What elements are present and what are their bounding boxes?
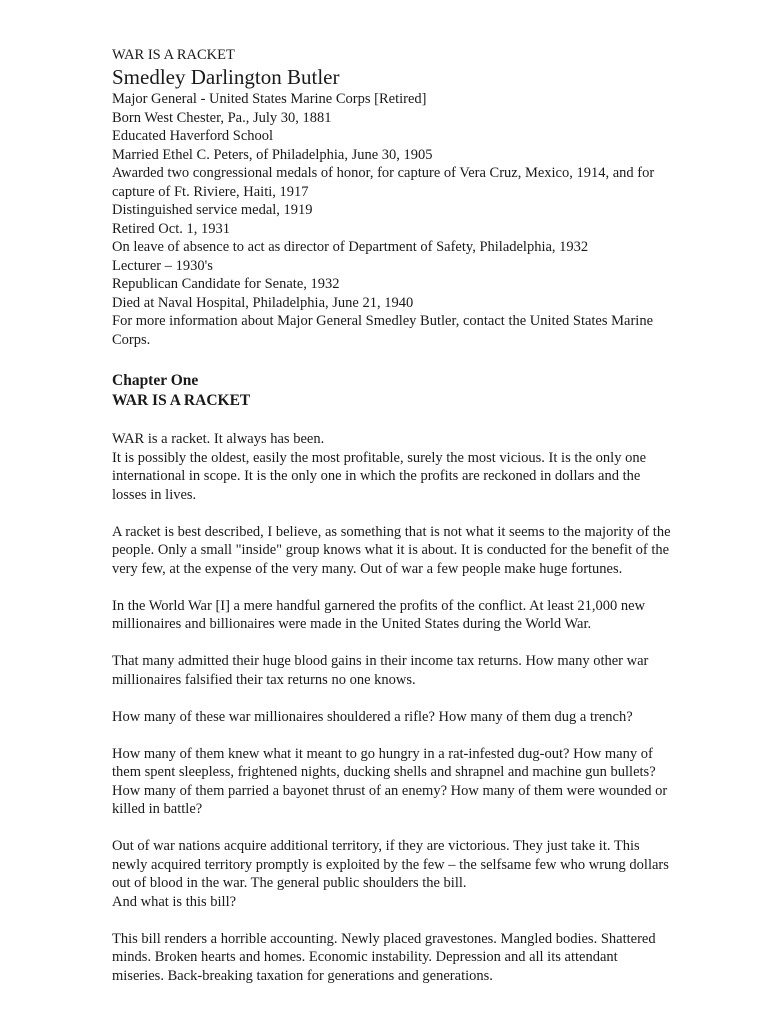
bio-line: Educated Haverford School: [112, 128, 274, 144]
paragraph: [112, 708, 672, 727]
paragraph: [112, 597, 672, 634]
document-content: [112, 46, 672, 1004]
paragraph-line: This bill renders a horrible accounting. Newly placed gravestones. Mangled bodies. Shattered minds. Broken hearts and homes. Economic instability. Depression and all its attendant miseries. Back-breaking taxation for generations and generations.: [112, 930, 656, 984]
bio-line: On leave of absence to act as director of Department of Safety, Philadelphia, 1932: [112, 239, 589, 255]
chapter-number: Chapter One: [112, 372, 199, 389]
paragraph-line: Out of war nations acquire additional territory, if they are victorious. They just take it. This newly acquired territory promptly is exploited by the few – the selfsame few who wrung dollars out of blood in the war. The general public shoulders the bill.: [112, 838, 669, 891]
bio-line: Died at Naval Hospital, Philadelphia, June 21, 1940: [112, 294, 414, 311]
bio-line: Republican Candidate for Senate, 1932: [112, 276, 340, 292]
chapter-heading: [112, 371, 672, 411]
chapter-title: WAR IS A RACKET: [112, 392, 251, 409]
bio-line: Major General - United States Marine Corps [Retired]: [112, 91, 427, 107]
bio-line: Lecturer – 1930's: [112, 257, 213, 274]
paragraph: [112, 430, 672, 504]
chapter-body: [112, 430, 672, 985]
paragraph: [112, 652, 672, 689]
bio-line: Married Ethel C. Peters, of Philadelphia, June 30, 1905: [112, 146, 433, 163]
paragraph-line: That many admitted their huge blood gains in their income tax returns. How many other war millionaires falsified their tax returns no one knows.: [112, 653, 649, 688]
author-bio: [112, 90, 672, 349]
bio-line: Born West Chester, Pa., July 30, 1881: [112, 109, 332, 126]
paragraph-line: It is possibly the oldest, easily the most profitable, surely the most vicious. It is the only one international in scope. It is the only one in which the profits are reckoned in dollars and the losses in lives.: [112, 449, 647, 503]
document-kicker: WAR IS A RACKET: [112, 47, 235, 63]
bio-line: Distinguished service medal, 1919: [112, 202, 313, 218]
paragraph: [112, 745, 672, 819]
paragraph: [112, 523, 672, 579]
paragraph-line: And what is this bill?: [112, 893, 237, 910]
author-name: Smedley Darlington Butler: [112, 65, 340, 89]
bio-line: For more information about Major General Smedley Butler, contact the United States Marine Corps.: [112, 313, 654, 348]
paragraph-line: A racket is best described, I believe, as something that is not what it seems to the majority of the people. Only a small "inside" group knows what it is about. It is conducted for the benefit of the very few, at the expense of the very many. Out of war a few people make huge fortunes.: [112, 523, 671, 577]
paragraph-line: WAR is a racket. It always has been.: [112, 431, 325, 447]
paragraph-line: In the World War [I] a mere handful garnered the profits of the conflict. At least 21,000 new millionaires and billionaires were made in the United States during the World War.: [112, 597, 646, 632]
bio-line: Awarded two congressional medals of honor, for capture of Vera Cruz, Mexico, 1914, and for capture of Ft. Riviere, Haiti, 1917: [112, 165, 655, 200]
paragraph-line: How many of them knew what it meant to go hungry in a rat-infested dug-out? How many of them spent sleepless, frightened nights, ducking shells and shrapnel and machine gun bullets? How many of them parried a bayonet thrust of an enemy? How many of them were wounded or killed in battle?: [112, 745, 668, 817]
paragraph-line: How many of these war millionaires shouldered a rifle? How many of them dug a trench?: [112, 708, 633, 725]
paragraph: [112, 930, 672, 986]
paragraph: [112, 837, 672, 911]
bio-line: Retired Oct. 1, 1931: [112, 220, 230, 237]
